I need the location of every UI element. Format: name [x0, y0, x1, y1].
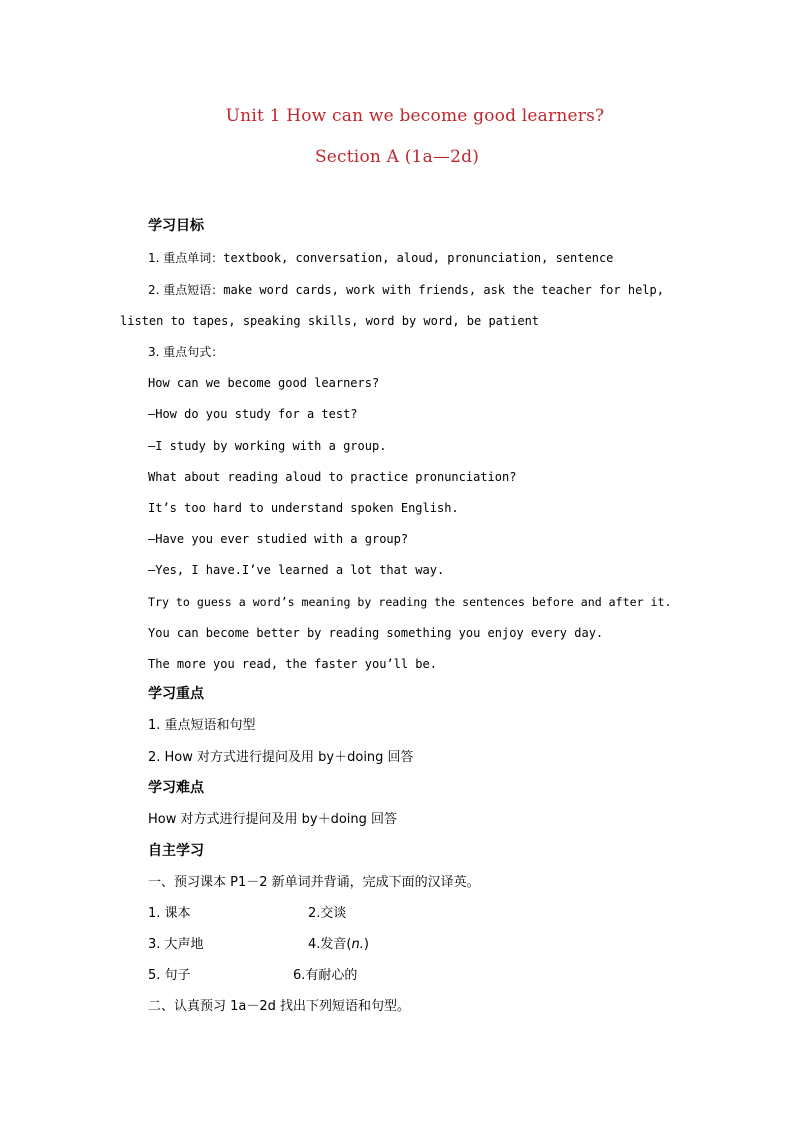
sentences-label: 3. 重点句式： — [148, 345, 224, 359]
word-item: 2.交谈 — [308, 906, 347, 921]
sentence-line: Try to guess a word’s meaning by reading the sentences before and after it. — [148, 595, 672, 609]
unit-title: Unit 1 How can we become good learners? — [225, 106, 605, 126]
task-1-instruction: 一、预习课本 P1－2 新单词并背诵，完成下面的汉译英。 — [148, 875, 480, 890]
word-item: 1. 课本 — [148, 906, 191, 921]
key-point-item: 1. 重点短语和句型 — [148, 718, 256, 733]
task-2-instruction: 二、认真预习 1a－2d 找出下列短语和句型。 — [148, 999, 411, 1014]
self-study-heading: 自主学习 — [148, 843, 204, 859]
difficulties-heading: 学习难点 — [148, 780, 204, 796]
sentence-line: —How do you study for a test? — [148, 407, 358, 421]
vocab-words: textbook, conversation, aloud, pronunciation, sentence — [223, 251, 614, 265]
key-point-item: 2. How 对方式进行提问及用 by＋doing 回答 — [148, 750, 414, 765]
objectives-heading: 学习目标 — [148, 218, 204, 234]
section-title: Section A (1a—2d) — [314, 147, 480, 167]
difficulty-item: How 对方式进行提问及用 by＋doing 回答 — [148, 812, 398, 827]
key-points-heading: 学习重点 — [148, 686, 204, 702]
sentence-line: You can become better by reading something you enjoy every day. — [148, 626, 604, 640]
vocab-label: 1. 重点单词： — [148, 251, 224, 265]
word-item: 3. 大声地 — [148, 937, 204, 952]
sentence-line: It’s too hard to understand spoken English. — [148, 501, 459, 515]
sentence-line: How can we become good learners? — [148, 376, 380, 390]
vocab-line — [148, 248, 613, 268]
word-item — [308, 935, 369, 955]
word-item-close: ) — [363, 937, 369, 952]
phrases-text-1: make word cards, work with friends, ask the teacher for help, — [223, 283, 664, 297]
word-item-pos: n. — [351, 937, 364, 952]
sentence-line: The more you read, the faster you’ll be. — [148, 657, 437, 671]
word-item-text: 4.发音( — [308, 937, 352, 952]
sentence-line: —I study by working with a group. — [148, 439, 387, 453]
phrases-label: 2. 重点短语： — [148, 283, 224, 297]
phrases-line-2: listen to tapes, speaking skills, word by word, be patient — [120, 314, 540, 328]
word-item: 6.有耐心的 — [293, 968, 358, 983]
sentence-line: —Yes, I have.I’ve learned a lot that way. — [148, 563, 445, 577]
sentence-line: What about reading aloud to practice pronunciation? — [148, 470, 517, 484]
sentence-line: —Have you ever studied with a group? — [148, 532, 409, 546]
word-item: 5. 句子 — [148, 968, 191, 983]
phrases-line-1 — [148, 280, 664, 300]
